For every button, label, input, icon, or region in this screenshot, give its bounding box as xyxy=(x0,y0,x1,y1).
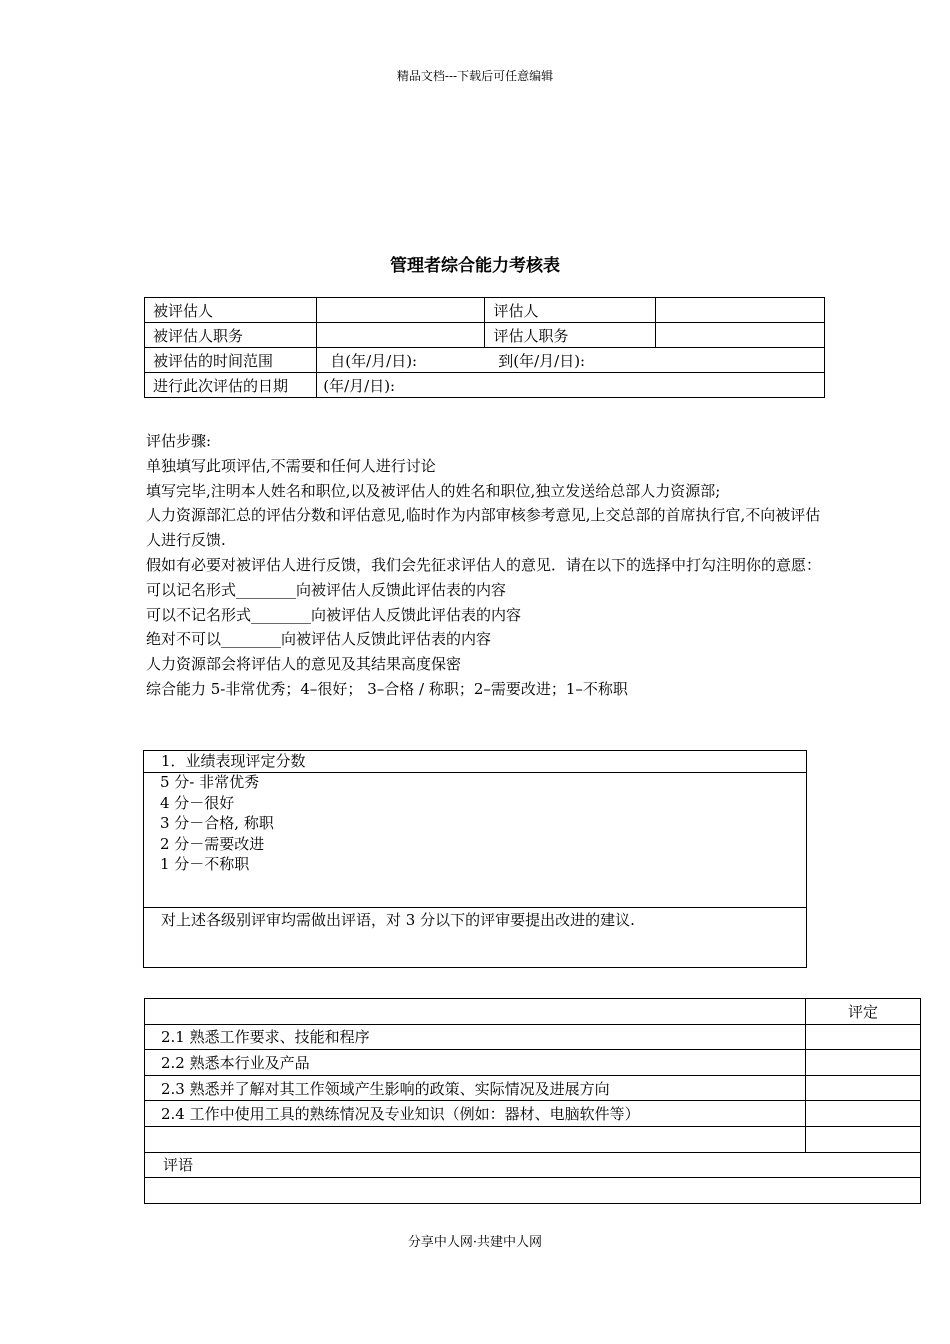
steps-line: 绝对不可以________向被评估人反馈此评估表的内容 xyxy=(146,630,492,649)
date-field[interactable] xyxy=(317,373,825,398)
page-title: 管理者综合能力考核表 xyxy=(390,256,560,276)
period-field[interactable] xyxy=(317,348,825,373)
rating-field[interactable] xyxy=(806,1101,921,1127)
performance-score-box xyxy=(143,750,807,968)
evaluator-position-field[interactable] xyxy=(655,323,824,348)
steps-line: 填写完毕,注明本人姓名和职位,以及被评估人的姓名和职位,独立发送给总部人力资源部; xyxy=(146,481,721,500)
evaluatee-field[interactable] xyxy=(317,298,485,323)
steps-line: 人力资源部会将评估人的意见及其结果高度保密 xyxy=(146,655,462,674)
rating-item: 2.1 熟悉工作要求、技能和程序 xyxy=(145,1024,806,1050)
rating-item: 2.3 熟悉并了解对其工作领域产生影响的政策、实际情况及进展方向 xyxy=(145,1075,806,1101)
evaluation-steps xyxy=(146,429,826,702)
section1-note: 对上述各级别评审均需做出评语，对 3 分以下的评审要提出改进的建议. xyxy=(144,907,806,931)
info-table xyxy=(144,297,825,398)
rating-item-blank[interactable] xyxy=(145,1126,806,1152)
score-scale-item: 2 分－需要改进 xyxy=(160,834,265,853)
steps-line: 单独填写此项评估,不需要和任何人进行讨论 xyxy=(146,456,436,475)
score-scale-item: 5 分- 非常优秀 xyxy=(160,773,260,791)
period-to: 到(年/月/日): xyxy=(498,351,586,370)
period-label: 被评估的时间范围 xyxy=(145,348,317,373)
steps-line: 综合能力 5-非常优秀；4–很好； 3–合格 / 称职；2–需要改进；1–不称职 xyxy=(146,679,628,698)
score-scale xyxy=(160,772,274,875)
comment-label: 评语 xyxy=(145,1152,921,1178)
date-label: 进行此次评估的日期 xyxy=(145,373,317,398)
section1-title: 1．业绩表现评定分数 xyxy=(144,751,806,773)
evaluatee-position-field[interactable] xyxy=(317,323,485,348)
period-from: 自(年/月/日): xyxy=(330,351,418,370)
score-scale-item: 3 分－合格, 称职 xyxy=(160,814,274,832)
page-footer: 分享中人网·共建中人网 xyxy=(407,1235,543,1250)
rating-field[interactable] xyxy=(806,1050,921,1076)
evaluatee-position-label: 被评估人职务 xyxy=(145,323,317,348)
evaluatee-label: 被评估人 xyxy=(145,298,317,323)
evaluator-position-label: 评估人职务 xyxy=(485,323,655,348)
page-header: 精品文档---下载后可任意编辑 xyxy=(396,69,554,83)
score-scale-item: 4 分－很好 xyxy=(160,793,235,812)
rating-field[interactable] xyxy=(806,1024,921,1050)
steps-line: 人力资源部汇总的评估分数和评估意见,临时作为内部审核参考意见,上交总部的首席执行官,不向被评估人进行反馈. xyxy=(146,506,821,550)
evaluator-label: 评估人 xyxy=(485,298,655,323)
date-value: (年/月/日): xyxy=(323,376,396,395)
score-scale-item: 1 分－不称职 xyxy=(160,855,250,873)
rating-field[interactable] xyxy=(806,1126,921,1152)
rating-item: 2.2 熟悉本行业及产品 xyxy=(145,1050,806,1076)
comment-field[interactable] xyxy=(145,1178,921,1204)
rating-header-blank xyxy=(145,999,806,1025)
steps-line: 可以不记名形式________向被评估人反馈此评估表的内容 xyxy=(146,605,522,624)
steps-line: 评估步骤: xyxy=(146,432,212,450)
rating-table xyxy=(144,998,921,1204)
evaluator-field[interactable] xyxy=(655,298,824,323)
steps-line: 可以记名形式________向被评估人反馈此评估表的内容 xyxy=(146,580,507,599)
rating-field[interactable] xyxy=(806,1075,921,1101)
steps-line: 假如有必要对被评估人进行反馈，我们会先征求评估人的意见．请在以下的选择中打勾注明你的意愿： xyxy=(146,555,822,574)
rating-item: 2.4 工作中使用工具的熟练情况及专业知识（例如：器材、电脑软件等） xyxy=(145,1101,806,1127)
rating-header: 评定 xyxy=(806,999,921,1025)
